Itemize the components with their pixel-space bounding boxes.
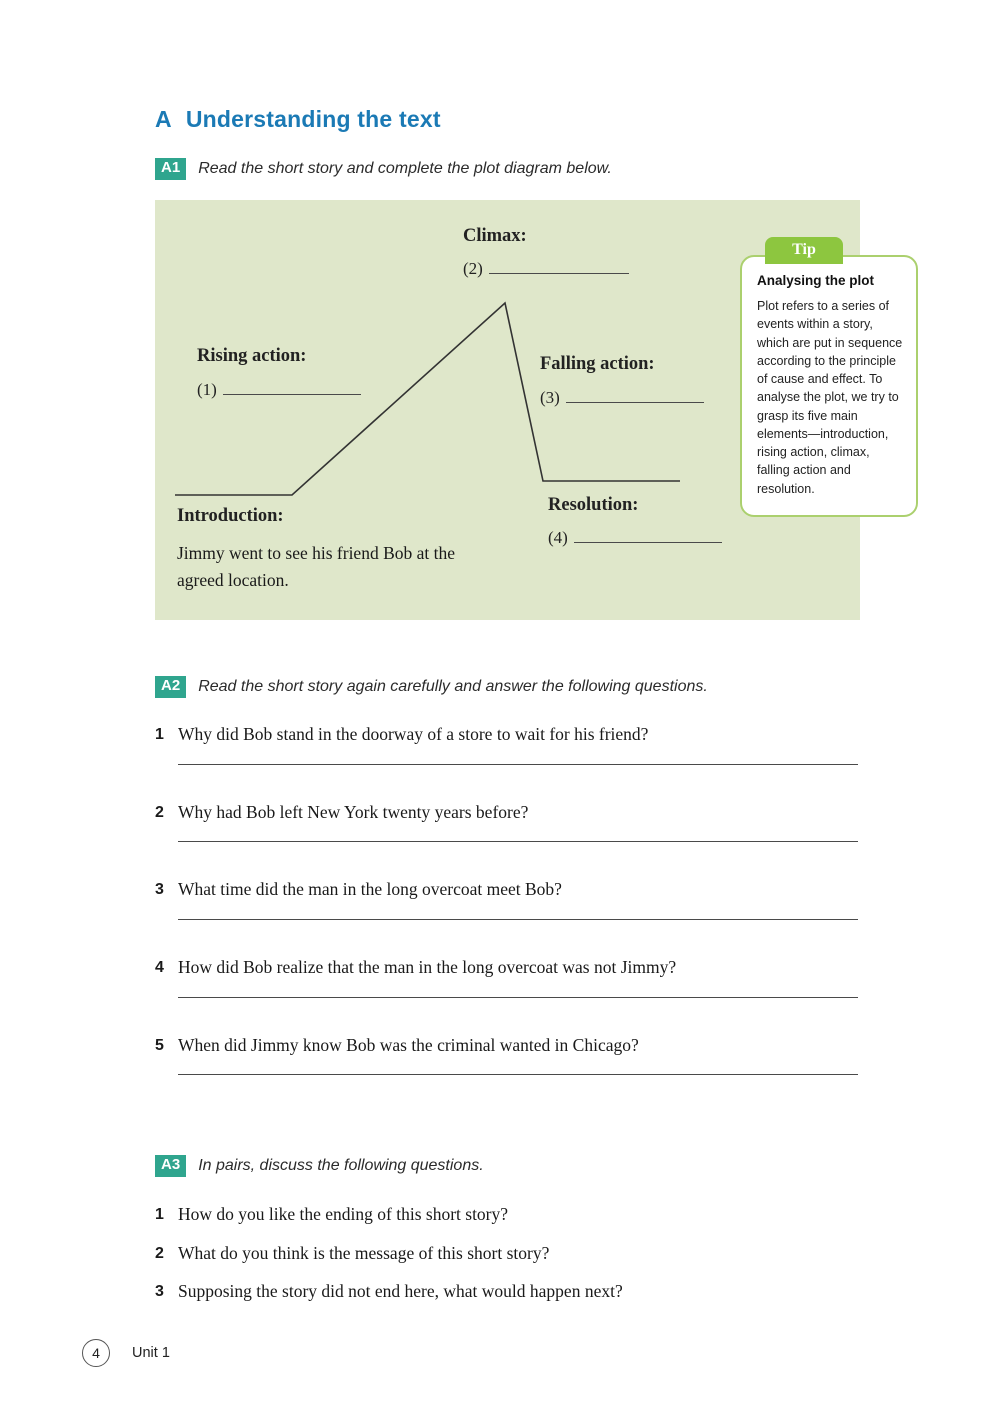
- unit-label: Unit 1: [132, 1345, 170, 1361]
- question-number: 3: [155, 881, 164, 899]
- falling-action-blank: [540, 388, 704, 408]
- badge-a2: A2: [155, 676, 186, 698]
- badge-a1: A1: [155, 158, 186, 180]
- question-text: When did Jimmy know Bob was the criminal wanted in Chicago?: [178, 1034, 639, 1055]
- answer-line: [178, 841, 858, 842]
- falling-blank-number: (3): [540, 388, 560, 407]
- climax-blank: [463, 259, 629, 279]
- question-row: [155, 801, 861, 825]
- rising-action-label: Rising action:: [197, 346, 307, 366]
- climax-blank-line: [489, 260, 629, 274]
- rising-blank-number: (1): [197, 380, 217, 399]
- page-number: 4: [82, 1339, 110, 1367]
- resolution-blank-line: [574, 529, 722, 543]
- tip-body: Plot refers to a series of events within a story, which are put in sequence according to the principle of cause and effect. To analyse the plot, we try to grasp its five main elements—introduction, rising action, climax, falling action and resolution.: [757, 299, 903, 496]
- page-footer: [82, 1339, 170, 1367]
- question-text: How do you like the ending of this short story?: [178, 1204, 509, 1224]
- question-text: Why had Bob left New York twenty years before?: [178, 801, 529, 822]
- tip-tab: Tip: [765, 237, 843, 264]
- a3-questions: [155, 1203, 861, 1319]
- a1-instruction: Read the short story and complete the plot diagram below.: [198, 159, 612, 177]
- question-number: 1: [155, 726, 164, 743]
- section-letter: A: [155, 106, 172, 132]
- rising-action-blank: [197, 380, 361, 400]
- question-block: [155, 956, 861, 998]
- badge-a3: A3: [155, 1155, 186, 1177]
- question-text: Supposing the story did not end here, what would happen next?: [178, 1281, 623, 1302]
- question-row: [155, 1203, 861, 1227]
- answer-line: [178, 764, 858, 765]
- a3-instruction: In pairs, discuss the following questions.: [198, 1156, 484, 1174]
- question-block: [155, 878, 861, 920]
- introduction-label: Introduction:: [177, 506, 284, 526]
- question-row: [155, 1280, 861, 1304]
- activity-a2-header: [155, 676, 708, 698]
- question-number: 2: [155, 803, 164, 821]
- resolution-label: Resolution:: [548, 495, 639, 515]
- resolution-blank-number: (4): [548, 528, 568, 547]
- question-row: [155, 723, 861, 747]
- answer-line: [178, 1074, 858, 1075]
- question-text: Why did Bob stand in the doorway of a store to wait for his friend?: [178, 724, 649, 744]
- question-row: [155, 1034, 861, 1058]
- tip-heading: Analysing the plot: [757, 273, 875, 288]
- a2-questions: [155, 723, 861, 1111]
- question-number: 2: [155, 1244, 164, 1262]
- section-heading: [155, 106, 441, 133]
- question-number: 1: [155, 1206, 164, 1223]
- activity-a3-header: [155, 1155, 484, 1177]
- question-number: 3: [155, 1283, 164, 1301]
- falling-blank-line: [566, 389, 704, 403]
- question-text: How did Bob realize that the man in the long overcoat was not Jimmy?: [178, 956, 677, 977]
- question-block: [155, 801, 861, 843]
- a2-instruction: Read the short story again carefully and answer the following questions.: [198, 677, 708, 695]
- introduction-text: Jimmy went to see his friend Bob at the agreed location.: [177, 543, 456, 591]
- tip-box: [740, 255, 918, 517]
- falling-action-label: Falling action:: [540, 354, 655, 374]
- activity-a1-header: [155, 158, 612, 180]
- question-block: [155, 1034, 861, 1076]
- question-number: 4: [155, 958, 164, 976]
- question-text: What do you think is the message of this short story?: [178, 1242, 550, 1263]
- climax-label: Climax:: [463, 226, 527, 246]
- question-row: [155, 956, 861, 980]
- rising-blank-line: [223, 381, 361, 395]
- question-number: 5: [155, 1036, 164, 1054]
- question-row: [155, 878, 861, 902]
- section-title: Understanding the text: [185, 106, 441, 132]
- question-text: What time did the man in the long overcoat meet Bob?: [178, 879, 562, 900]
- resolution-blank: [548, 528, 722, 548]
- answer-line: [178, 997, 858, 998]
- answer-line: [178, 919, 858, 920]
- question-row: [155, 1242, 861, 1266]
- climax-blank-number: (2): [463, 259, 483, 278]
- question-block: [155, 723, 861, 765]
